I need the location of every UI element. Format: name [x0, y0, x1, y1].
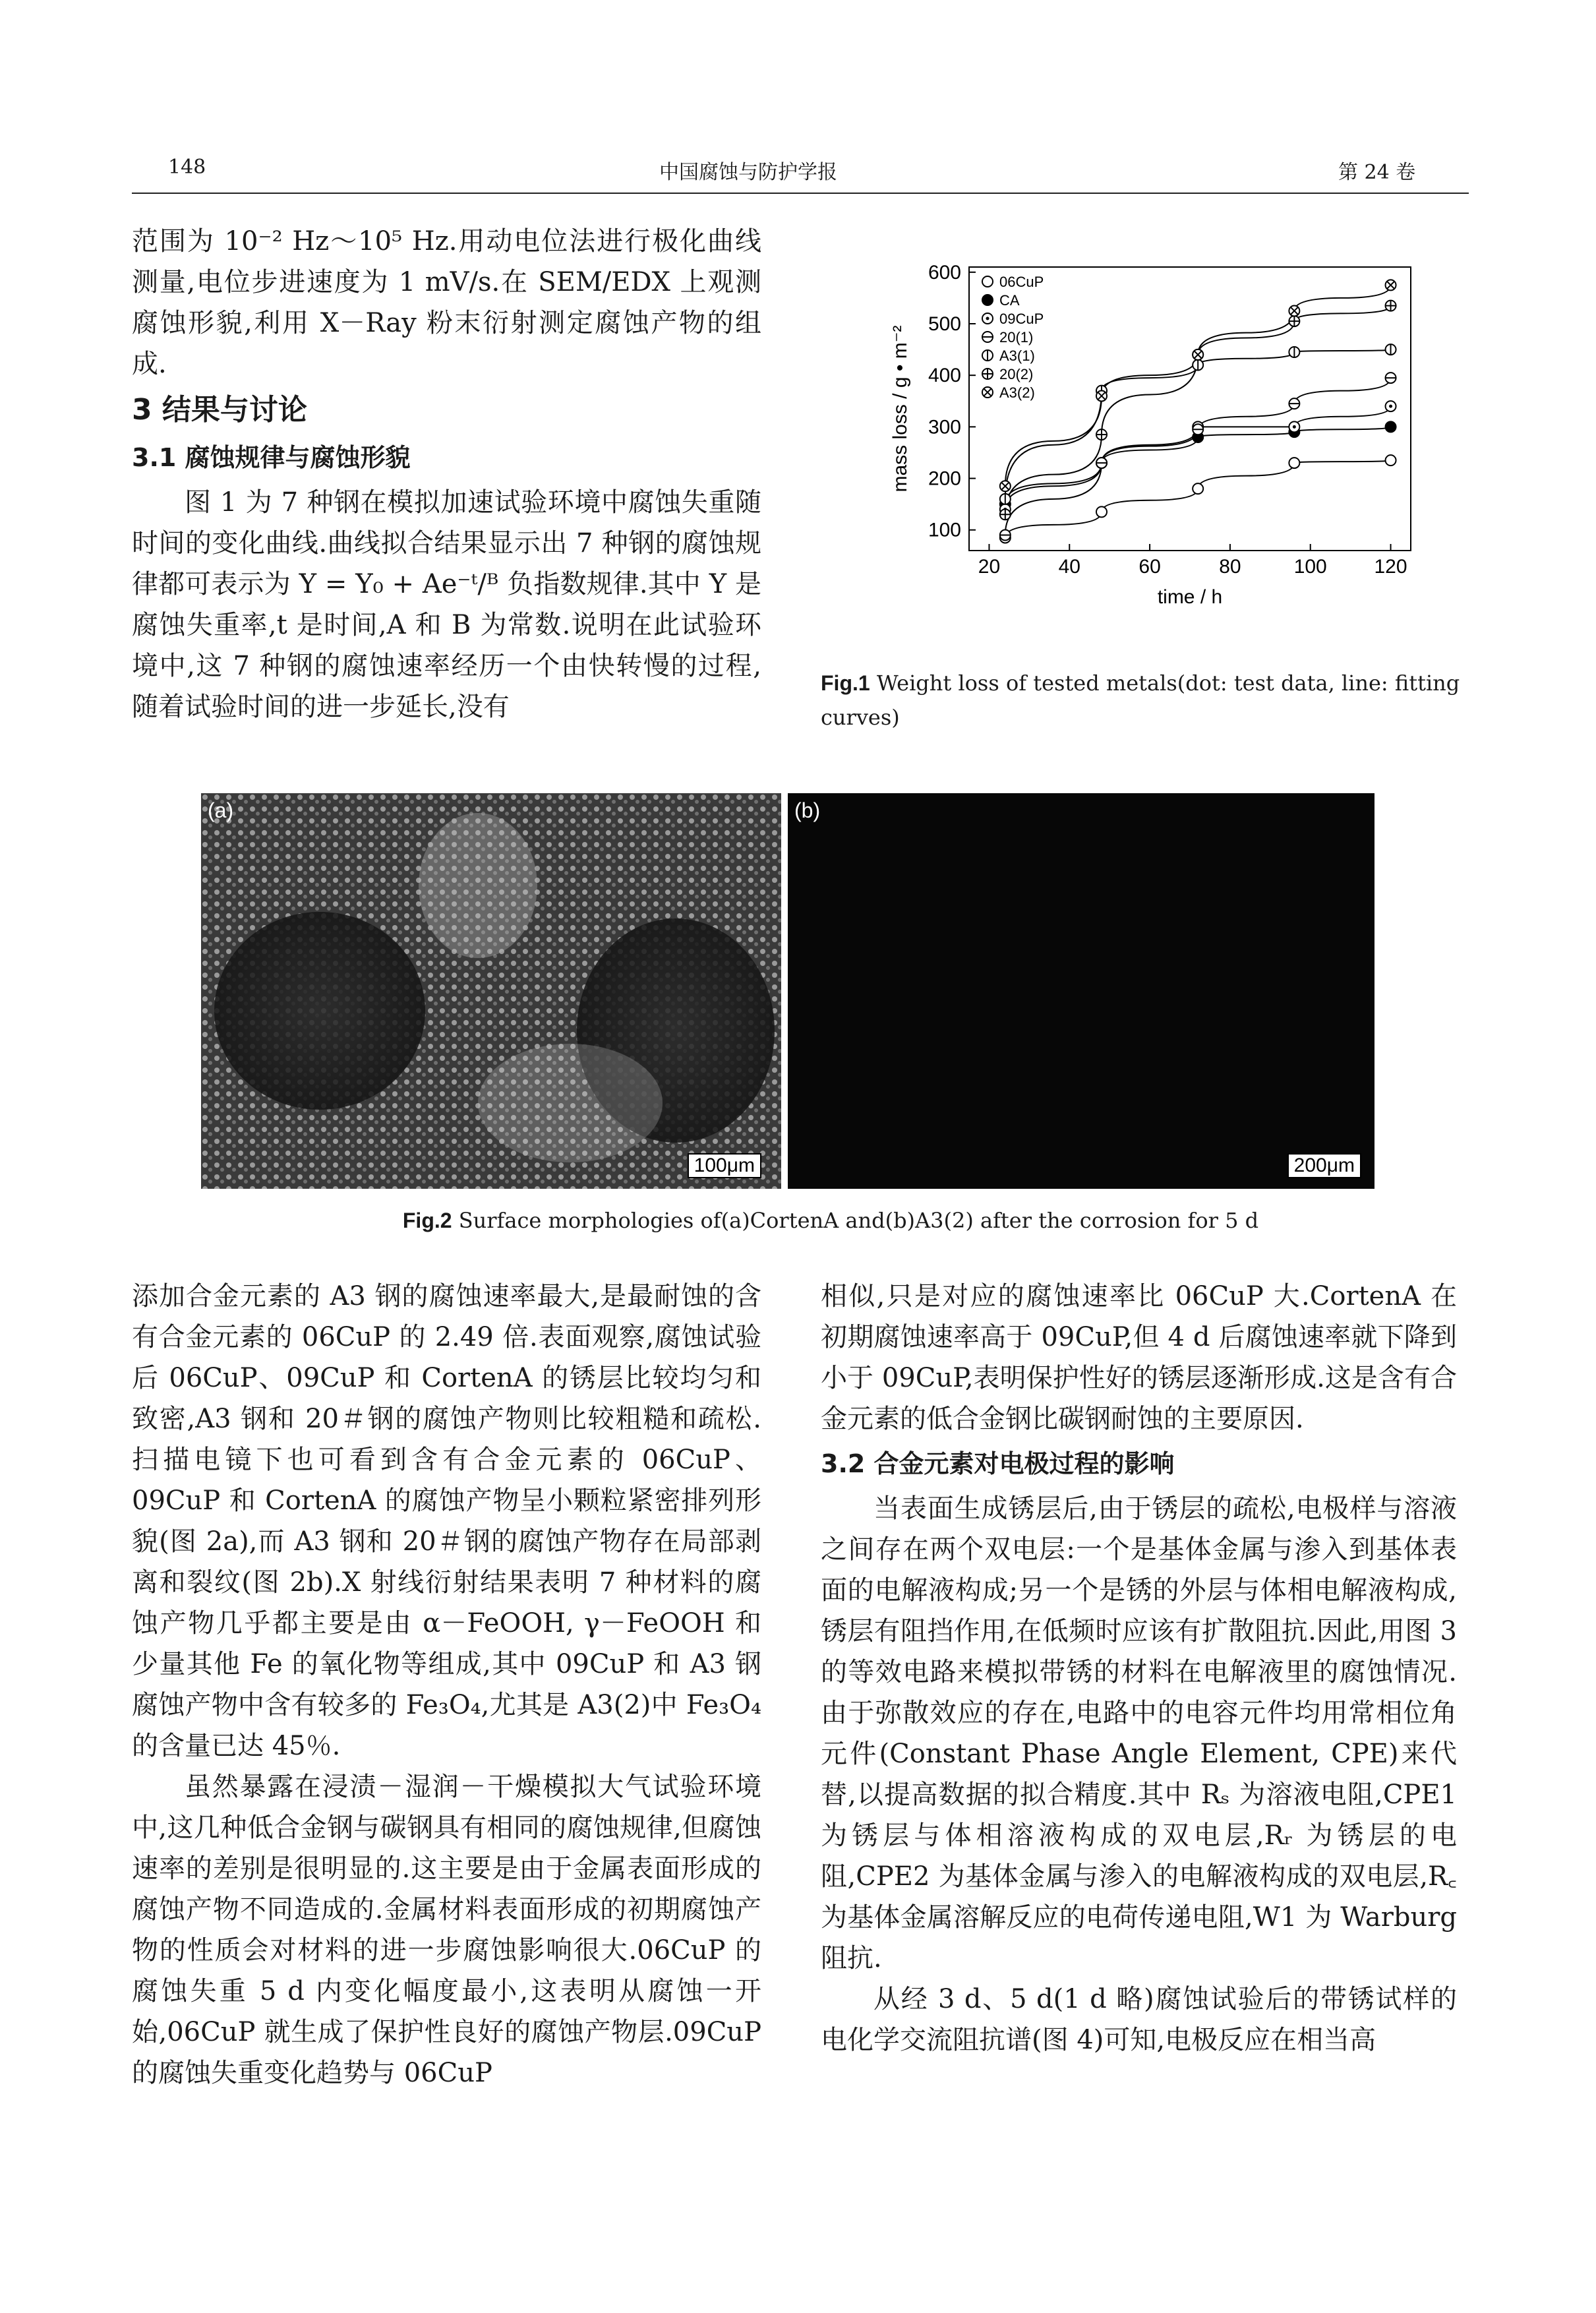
chart-plot-area [889, 262, 1411, 608]
header-rule [132, 193, 1469, 194]
legend-label-CA: CA [999, 292, 1020, 309]
y-tick-label: 100 [928, 519, 961, 541]
right-bottom-column [821, 1276, 1457, 2060]
legend-label-A3(2): A3(2) [999, 384, 1035, 401]
legend-label-A3(1): A3(1) [999, 347, 1035, 364]
fig2-photo-b [788, 793, 1374, 1189]
data-point-06CuP [1289, 458, 1299, 468]
fig2-caption-label: Fig.2 [402, 1209, 452, 1232]
scale-bar-a: 100μm [688, 1153, 761, 1178]
data-point-CA [1386, 421, 1396, 432]
fig2-caption-text: Surface morphologies of(a)CortenA and(b)A3(2) after the corrosion for 5 d [458, 1208, 1259, 1233]
fig2-caption [369, 1203, 1292, 1238]
x-tick-label: 40 [1058, 556, 1080, 578]
x-tick-label: 120 [1374, 556, 1407, 578]
fig1-caption-text: Weight loss of tested metals(dot: test data, line: fitting curves) [821, 671, 1460, 730]
paragraph: 图 1 为 7 种钢在模拟加速试验环境中腐蚀失重随时间的变化曲线.曲线拟合结果显示出 7 种钢的腐蚀规律都可表示为 Y = Y₀ + Ae⁻ᵗ/ᴮ 负指数规律.其中 Y 是腐蚀失重率,t 是时间,A 和 B 为常数.说明在此试验环境中,这 7 种钢的腐蚀速率经历一个由快转慢的过程,随着试验时间的进一步延长,没有 [132, 487, 761, 722]
y-tick-label: 500 [928, 313, 961, 335]
legend-marker-CA [982, 295, 993, 305]
paragraph: 虽然暴露在浸渍－湿润－干燥模拟大气试验环境中,这几种低合金钢与碳钢具有相同的腐蚀规律,但腐蚀速率的差别是很明显的.这主要是由于金属表面形成的腐蚀产物不同造成的.金属材料表面形成的初期腐蚀产物的性质会对材料的进一步腐蚀影响很大.06CuP 的腐蚀失重 5 d 内变化幅度最小,这表明从腐蚀一开始,06CuP 就生成了保护性良好的腐蚀产物层.09CuP 的腐蚀失重变化趋势与 06CuP [132, 1772, 761, 2088]
page-number: 148 [168, 156, 206, 179]
legend-marker-09CuP-dot [986, 317, 990, 320]
fig1-chart [817, 251, 1450, 646]
fig2-label-b: (b) [794, 798, 821, 822]
scale-bar-b: 200μm [1287, 1153, 1361, 1178]
volume-label: 第 24 卷 [1338, 161, 1416, 184]
subsection-heading: 3.1 腐蚀规律与腐蚀形貌 [132, 443, 411, 472]
paragraph: 相似,只是对应的腐蚀速率比 06CuP 大.CortenA 在初期腐蚀速率高于 09CuP,但 4 d 后腐蚀速率就下降到小于 09CuP,表明保护性好的锈层逐渐形成.这是含有合金元素的低合金钢比碳钢耐蚀的主要原因. [821, 1281, 1457, 1434]
paragraph: 范围为 10⁻² Hz～10⁵ Hz.用动电位法进行极化曲线测量,电位步进速度为 1 mV/s.在 SEM/EDX 上观测腐蚀形貌,利用 X－Ray 粉末衍射测定腐蚀产物的组成. [132, 226, 761, 379]
y-tick-label: 600 [928, 261, 961, 284]
left-bottom-column [132, 1276, 761, 2093]
x-tick-label: 20 [978, 556, 1001, 578]
paragraph: 当表面生成锈层后,由于锈层的疏松,电极样与溶液之间存在两个双电层:一个是基体金属与渗入到基体表面的电解液构成;另一个是锈的外层与体相电解液构成,锈层有阻挡作用,在低频时应该有扩散阻抗.因此,用图 3 的等效电路来模拟带锈的材料在电解液里的腐蚀情况.由于弥散效应的存在,电路中的电容元件均用常相位角元件(Constant Phase Angle Element, CPE)来代替,以提高数据的拟合精度.其中 Rₛ 为溶液电阻,CPE1 为锈层与体相溶液构成的双电层,Rᵣ 为锈层的电阻,CPE2 为基体金属与渗入的电解液构成的双电层,R꜀ 为基体金属溶解反应的电荷传递电阻,W1 为 Warburg 阻抗. [821, 1493, 1457, 1973]
chart-frame [969, 267, 1411, 551]
x-tick-label: 80 [1219, 556, 1241, 578]
y-tick-label: 200 [928, 467, 961, 490]
legend-label-20(1): 20(1) [999, 329, 1034, 345]
y-tick-label: 400 [928, 365, 961, 387]
legend-label-06CuP: 06CuP [999, 274, 1044, 290]
fig2-photo-a [201, 793, 781, 1189]
data-point-09CuP-dot [1293, 425, 1296, 429]
legend-label-09CuP: 09CuP [999, 311, 1044, 327]
section-heading: 3 结果与讨论 [132, 393, 307, 427]
legend-label-20(2): 20(2) [999, 366, 1034, 382]
fig1-caption [821, 666, 1467, 735]
data-point-06CuP [1386, 455, 1396, 466]
fit-curve-20(1) [1005, 378, 1391, 535]
data-point-06CuP [1193, 483, 1203, 494]
data-point-06CuP [1096, 506, 1107, 517]
x-tick-label: 60 [1138, 556, 1161, 578]
fig1-caption-label: Fig.1 [821, 671, 870, 695]
data-point-09CuP-dot [1389, 405, 1392, 408]
x-tick-label: 100 [1293, 556, 1327, 578]
left-top-column [132, 221, 761, 727]
paragraph: 添加合金元素的 A3 钢的腐蚀速率最大,是最耐蚀的含有合金元素的 06CuP 的 2.49 倍.表面观察,腐蚀试验后 06CuP、09CuP 和 CortenA 的锈层比较均匀和致密,A3 钢和 20＃钢的腐蚀产物则比较粗糙和疏松.扫描电镜下也可看到含有合金元素的 06CuP、09CuP 和 CortenA 的腐蚀产物呈小颗粒紧密排列形貌(图 2a),而 A3 钢和 20＃钢的腐蚀产物存在局部剥离和裂纹(图 2b).X 射线衍射结果表明 7 种材料的腐蚀产物几乎都主要是由 α－FeOOH, γ－FeOOH 和少量其他 Fe 的氧化物等组成,其中 09CuP 和 A3 钢腐蚀产物中含有较多的 Fe₃O₄,尤其是 A3(2)中 Fe₃O₄ 的含量已达 45％. [132, 1281, 761, 1761]
sem-image-a [201, 793, 781, 1189]
journal-title: 中国腐蚀与防护学报 [659, 161, 837, 184]
x-axis-label: time / h [1157, 586, 1223, 608]
legend-marker-06CuP [982, 276, 993, 287]
y-tick-label: 300 [928, 416, 961, 438]
fig2-label-a: (a) [208, 798, 234, 822]
y-axis-label: mass loss / g • m⁻² [889, 325, 911, 493]
fit-curve-A3(2) [1005, 285, 1391, 486]
paragraph: 从经 3 d、5 d(1 d 略)腐蚀试验后的带锈试样的电化学交流阻抗谱(图 4)可知,电极反应在相当高 [821, 1984, 1457, 2055]
subsection-heading: 3.2 合金元素对电极过程的影响 [821, 1449, 1175, 1478]
